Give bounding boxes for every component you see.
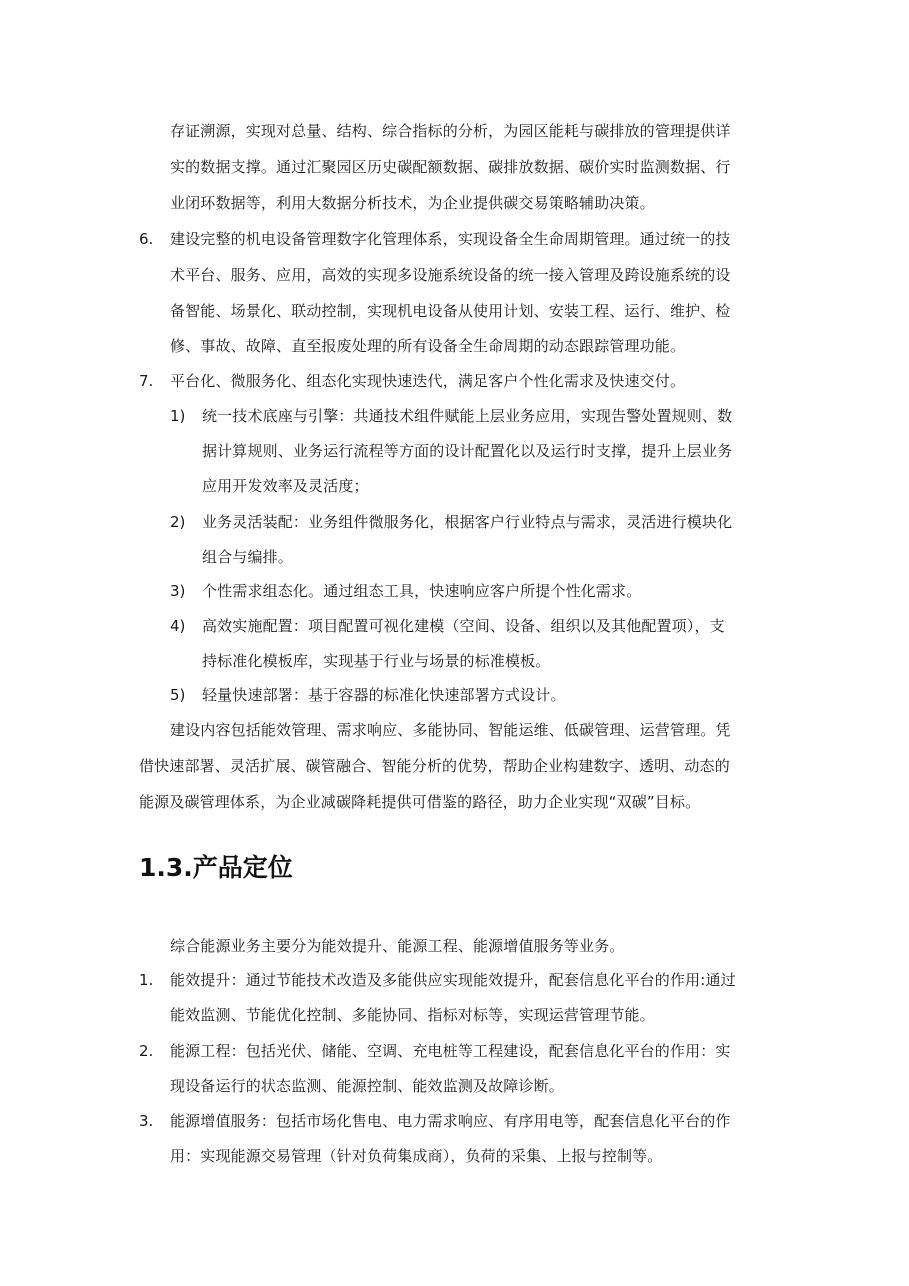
sublist-number: 2) — [170, 513, 186, 531]
sublist-item-line: 持标准化模板库，实现基于行业与场景的标准模板。 — [202, 652, 551, 670]
list-item-line: 用：实现能源交易管理（针对负荷集成商），负荷的采集、上报与控制等。 — [170, 1147, 663, 1165]
list-number: 7. — [139, 372, 154, 390]
paragraph-line: 能源及碳管理体系，为企业减碳降耗提供可借鉴的路径，助力企业实现“双碳”目标。 — [139, 793, 701, 811]
sublist-item-line: 业务灵活装配：业务组件微服务化，根据客户行业特点与需求，灵活进行模块化 — [202, 513, 733, 531]
sublist-number: 5) — [170, 686, 186, 704]
list-item-line: 建设完整的机电设备管理数字化管理体系，实现设备全生命周期管理。通过统一的技 — [170, 230, 731, 248]
sublist-number: 1) — [170, 407, 186, 425]
list-number: 6. — [139, 230, 154, 248]
list-item-line: 平台化、微服务化、组态化实现快速迭代，满足客户个性化需求及快速交付。 — [170, 372, 686, 390]
list-item-line: 能源增值服务：包括市场化售电、电力需求响应、有序用电等，配套信息化平台的作 — [170, 1112, 731, 1130]
sublist-item-line: 组合与编排。 — [202, 548, 293, 566]
list-number: 2. — [139, 1042, 154, 1060]
sublist-number: 3) — [170, 582, 186, 600]
list-item-line: 术平台、服务、应用，高效的实现多设施系统设备的统一接入管理及跨设施系统的设 — [170, 266, 731, 284]
list-item-line: 能源工程：包括光伏、储能、空调、充电桩等工程建设，配套信息化平台的作用：实 — [170, 1042, 731, 1060]
sublist-item-line: 统一技术底座与引擎：共通技术组件赋能上层业务应用，实现告警处置规则、数 — [202, 407, 733, 425]
sublist-number: 4) — [170, 617, 186, 635]
paragraph-line: 业闭环数据等，利用大数据分析技术，为企业提供碳交易策略辅助决策。 — [170, 194, 655, 212]
paragraph-line: 存证溯源，实现对总量、结构、综合指标的分析，为园区能耗与碳排放的管理提供详 — [170, 122, 731, 140]
section-heading: 1.3.产品定位 — [139, 853, 293, 882]
sublist-item-line: 轻量快速部署：基于容器的标准化快速部署方式设计。 — [202, 686, 566, 704]
list-item-line: 备智能、场景化、联动控制，实现机电设备从使用计划、安装工程、运行、维护、检 — [170, 302, 731, 320]
paragraph-line: 综合能源业务主要分为能效提升、能源工程、能源增值服务等业务。 — [170, 937, 625, 955]
list-item-line: 现设备运行的状态监测、能源控制、能效监测及故障诊断。 — [170, 1077, 564, 1095]
sublist-item-line: 高效实施配置：项目配置可视化建模（空间、设备、组织以及其他配置项），支 — [202, 617, 725, 635]
paragraph-line: 借快速部署、灵活扩展、碳管融合、智能分析的优势，帮助企业构建数字、透明、动态的 — [139, 757, 730, 775]
sublist-item-line: 应用开发效率及灵活度； — [202, 477, 369, 495]
paragraph-line: 实的数据支撑。通过汇聚园区历史碳配额数据、碳排放数据、碳价实时监测数据、行 — [170, 158, 731, 176]
list-item-line: 能效提升：通过节能技术改造及多能供应实现能效提升，配套信息化平台的作用:通过 — [170, 971, 736, 989]
list-number: 1. — [139, 971, 154, 989]
list-item-line: 修、事故、故障、直至报废处理的所有设备全生命周期的动态跟踪管理功能。 — [170, 337, 686, 355]
paragraph-line: 建设内容包括能效管理、需求响应、多能协同、智能运维、低碳管理、运营管理。凭 — [170, 721, 731, 739]
list-number: 3. — [139, 1112, 154, 1130]
sublist-item-line: 据计算规则、业务运行流程等方面的设计配置化以及运行时支撑，提升上层业务 — [202, 442, 733, 460]
list-item-line: 能效监测、节能优化控制、多能协同、指标对标等，实现运营管理节能。 — [170, 1006, 655, 1024]
sublist-item-line: 个性需求组态化。通过组态工具，快速响应客户所提个性化需求。 — [202, 582, 642, 600]
